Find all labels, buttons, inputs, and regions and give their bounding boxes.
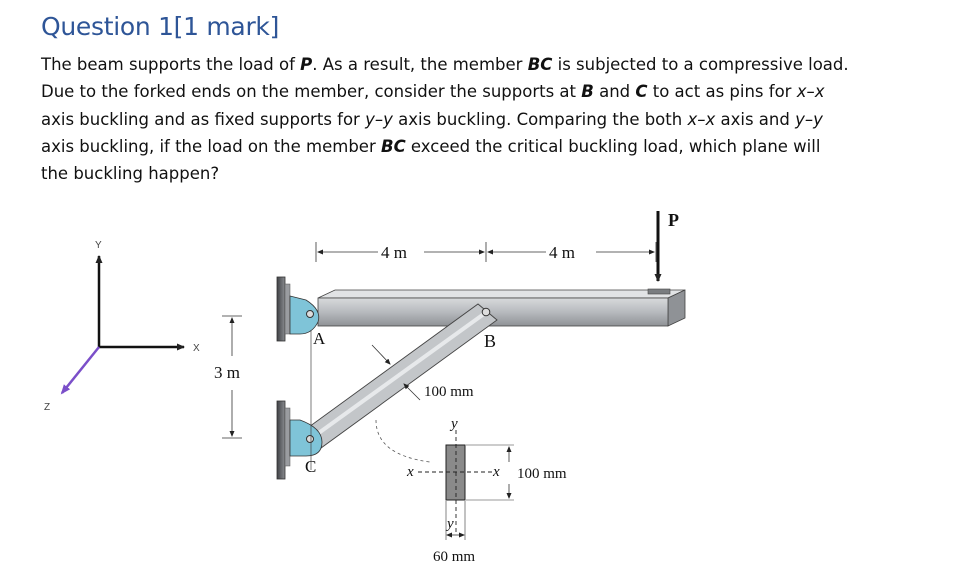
text-run: axis buckling. Comparing the both [392, 109, 688, 129]
question-line [41, 51, 921, 78]
section-callout-leader [376, 420, 430, 462]
z-axis-label: Z [44, 402, 51, 413]
text-run: BC [527, 55, 553, 74]
text-run: axis and [715, 109, 796, 129]
text-run: Due to the forked ends on the member, consider the supports at [41, 82, 582, 102]
text-run: P [300, 55, 313, 74]
beam-figure [0, 195, 953, 579]
x-axis-label: X [193, 343, 200, 354]
y-axis-label: Y [95, 240, 102, 251]
text-run: axis buckling, if the load on the member [41, 136, 381, 156]
wall-support-top [277, 277, 290, 341]
wall-support-bottom [277, 401, 290, 479]
text-run: and [593, 82, 636, 102]
question-line [41, 133, 921, 160]
text-run: y–y [365, 109, 393, 129]
text-run: y–y [795, 109, 823, 129]
section-y-top-label: y [451, 416, 458, 432]
thickness-dim-label: 60 mm [433, 549, 476, 565]
text-run: axis buckling and as fixed supports for [41, 109, 366, 129]
text-run: . As a result, the member [312, 55, 528, 74]
section-y-bottom-label: y [447, 516, 454, 532]
z-axis-line [62, 347, 99, 393]
point-a-label: A [313, 329, 326, 348]
coordinate-axes [44, 240, 200, 413]
question-text [41, 51, 921, 187]
load-label: P [668, 210, 679, 230]
text-run: exceed the critical buckling load, which plane will [405, 136, 821, 156]
text-run: BC [381, 136, 406, 156]
text-run: x–x [796, 82, 825, 102]
span-right-label: 4 m [549, 243, 575, 262]
text-run: to act as pins for [647, 82, 797, 102]
height-dimension [214, 316, 242, 438]
point-b-label: B [484, 331, 497, 351]
load-arrow [658, 210, 679, 281]
text-run: the buckling happen? [41, 164, 220, 184]
text-run: B [581, 82, 594, 102]
horizontal-beam [318, 289, 685, 326]
question-line [41, 160, 921, 187]
height-label: 3 m [214, 363, 240, 382]
section-x-left-label: x [407, 464, 414, 480]
text-run: is subjected to a compressive load. [552, 55, 849, 74]
depth-dim-label: 100 mm [517, 466, 567, 482]
point-c-label: C [305, 457, 317, 476]
text-run: x–x [687, 109, 716, 129]
text-run: C [635, 82, 648, 102]
text-run: The beam supports the load of [41, 55, 301, 74]
cross-section [406, 416, 567, 565]
width-dim-label: 100 mm [424, 384, 474, 400]
question-line [41, 78, 921, 105]
section-x-right-label: x [493, 464, 500, 480]
span-left-label: 4 m [381, 243, 407, 262]
question-line [41, 106, 921, 133]
question-title: Question 1[1 mark] [41, 12, 280, 41]
span-dimensions [316, 242, 656, 262]
